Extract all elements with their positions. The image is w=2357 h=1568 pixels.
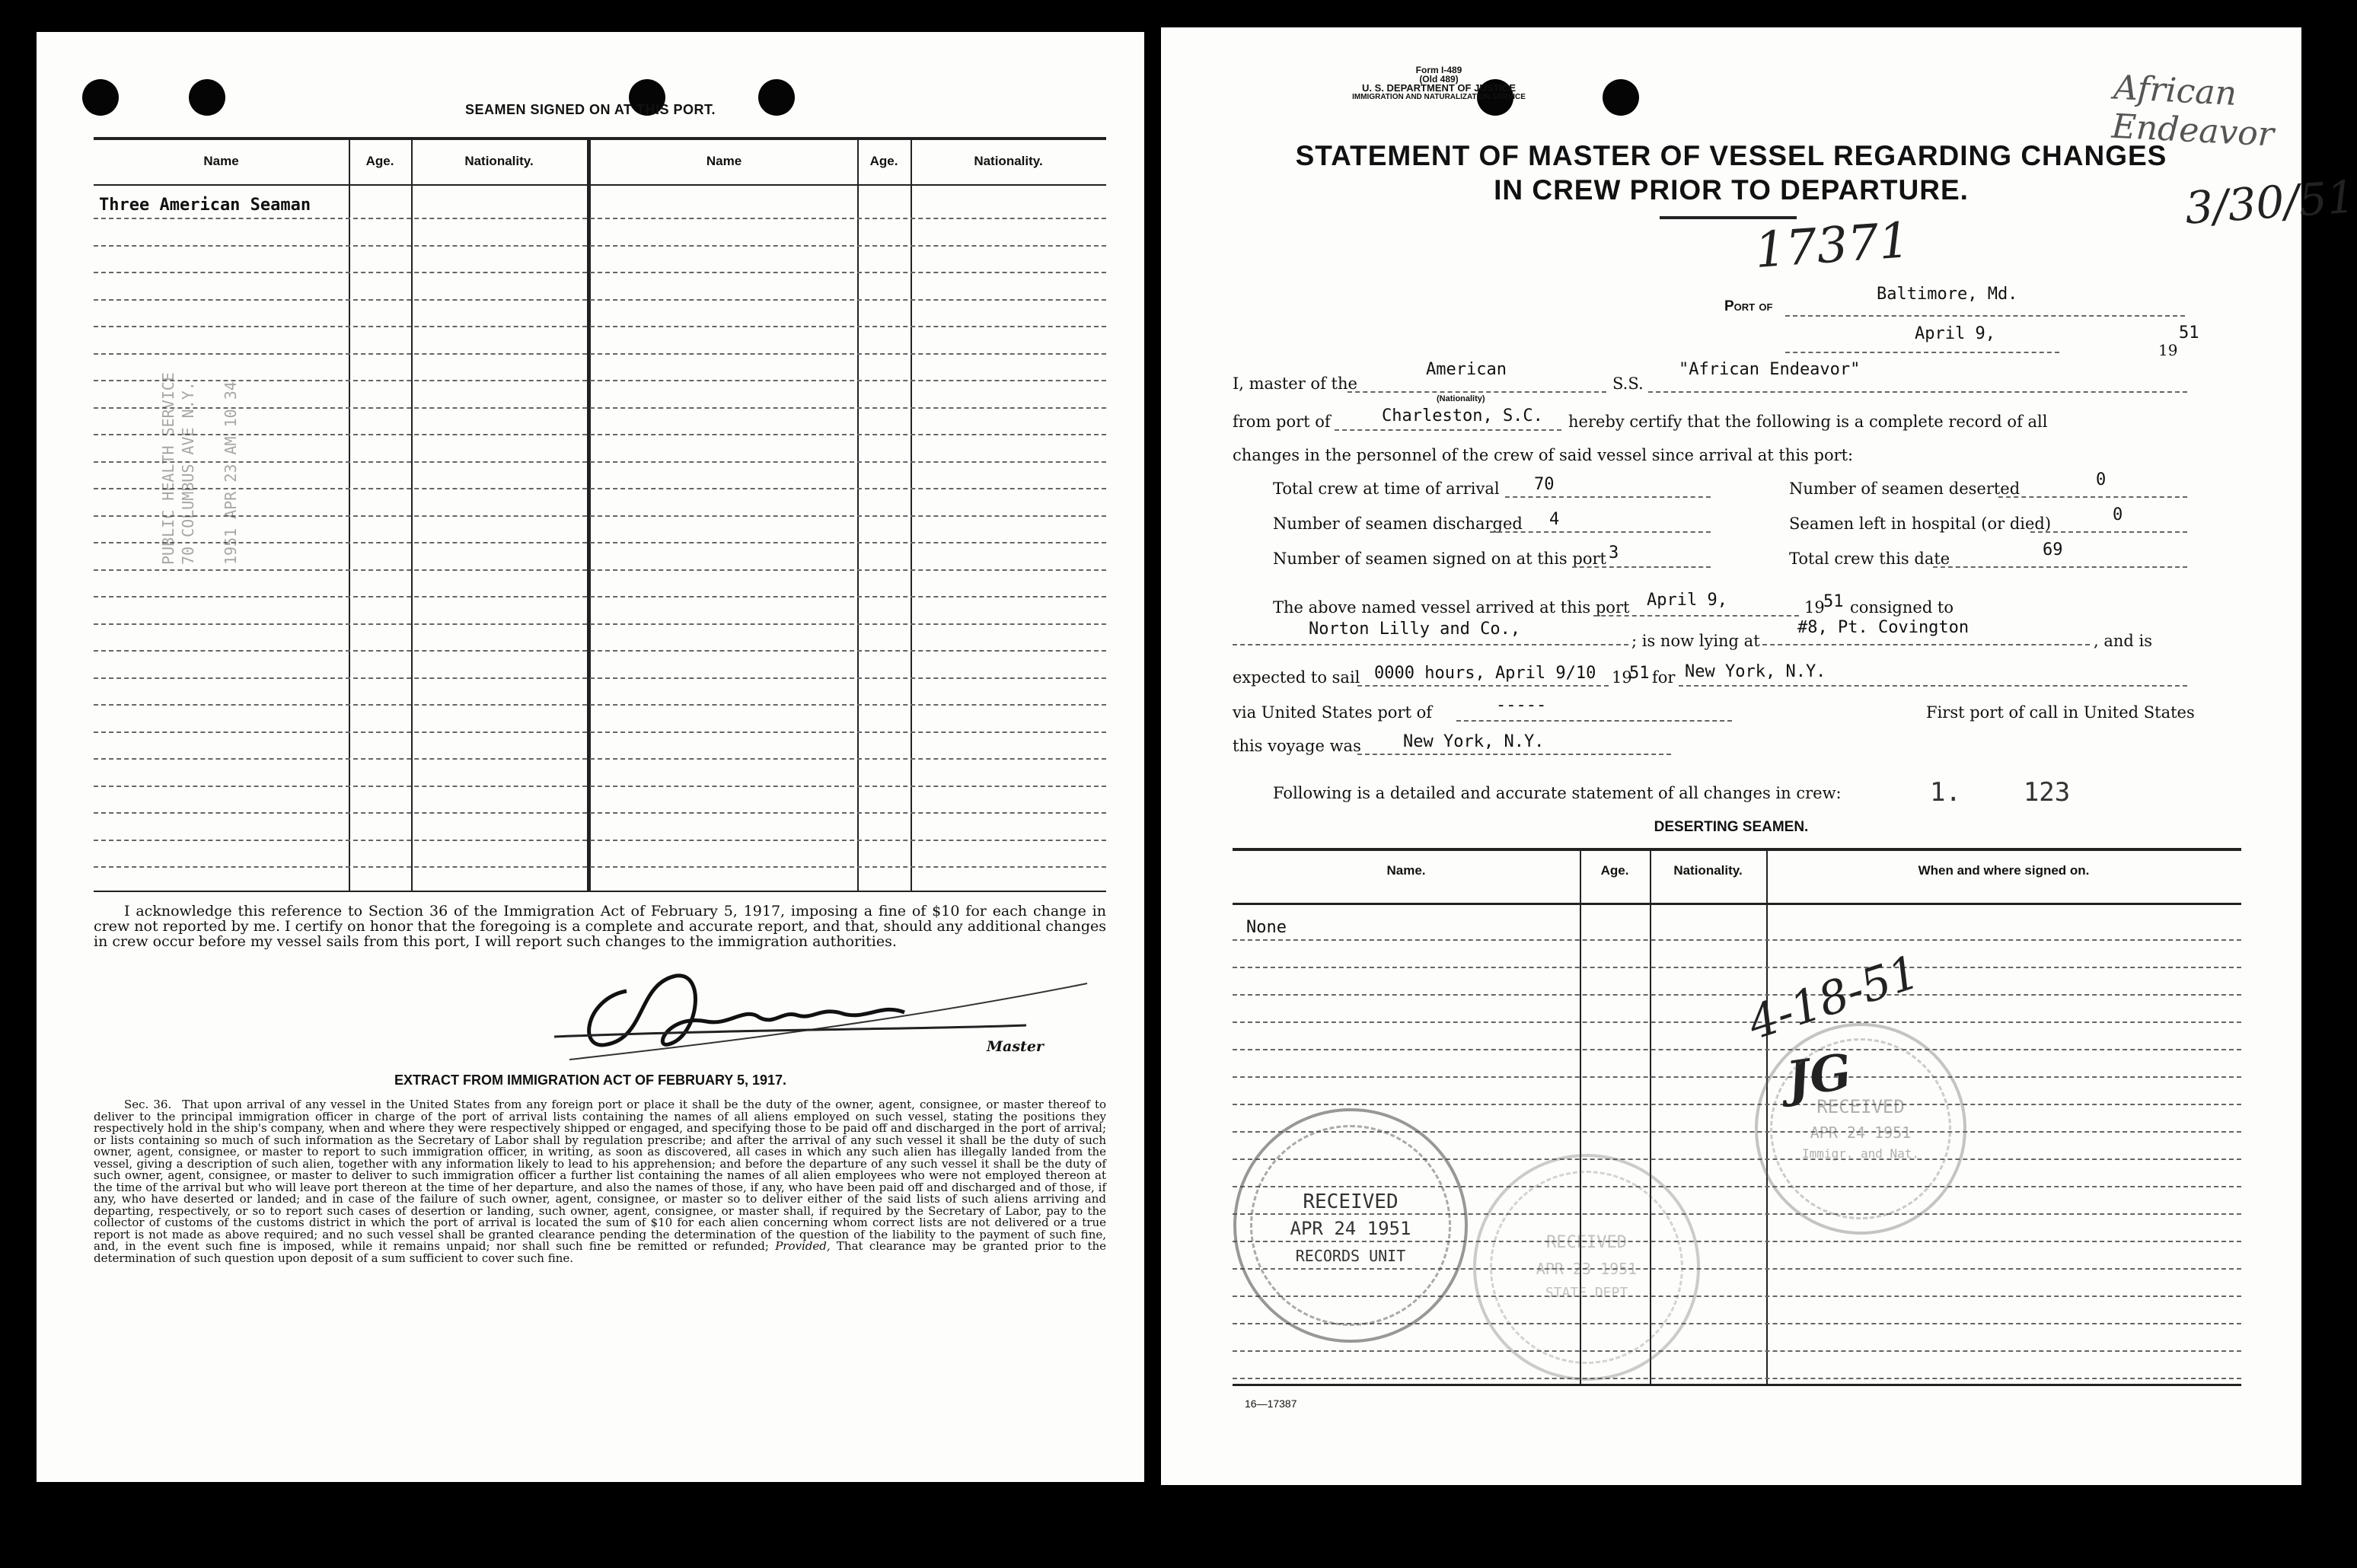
from-port-value: Charleston, S.C. bbox=[1382, 406, 1543, 425]
table-row-line bbox=[1233, 1378, 2241, 1379]
vessel-line bbox=[1648, 391, 2187, 393]
deserting-top-rule bbox=[1233, 848, 2241, 851]
via-label: via United States port of bbox=[1233, 703, 1433, 722]
arrived-year: 51 bbox=[1823, 592, 1844, 611]
deserting-header: DESERTING SEAMEN. bbox=[1654, 819, 1809, 835]
table-row-line bbox=[94, 812, 1106, 814]
received-stamp-faint: RECEIVED APR 23 1951 STATE DEPT bbox=[1473, 1154, 1700, 1381]
year-suffix: 51 bbox=[2179, 323, 2199, 343]
table-row-line bbox=[94, 488, 1106, 489]
discharged-label: Number of seamen discharged bbox=[1273, 515, 1523, 533]
hospital-line bbox=[2030, 531, 2187, 533]
master-label: Master bbox=[987, 1038, 1044, 1055]
col-name: Name. bbox=[1386, 863, 1426, 878]
form-number-block: Form I-489 (Old 489) U. S. DEPARTMENT OF JUSTICE IMMIGRATION AND NATURALIZATION SERVICE bbox=[1352, 65, 1526, 101]
table-row-line bbox=[94, 326, 1106, 327]
for-label: for bbox=[1652, 668, 1676, 687]
port-of-label: Port of bbox=[1724, 298, 1773, 314]
port-of-line bbox=[1785, 315, 2185, 317]
signed-on-header: SEAMEN SIGNED ON AT THIS PORT. bbox=[464, 102, 716, 117]
right-page bbox=[1161, 27, 2357, 1485]
table-row-line bbox=[94, 245, 1106, 247]
punch-hole bbox=[1603, 79, 1639, 116]
destination-line bbox=[1679, 685, 2187, 687]
ss-label: S.S. bbox=[1612, 374, 1644, 393]
consignee-value: Norton Lilly and Co., bbox=[1309, 620, 1521, 639]
signed-on-value: 3 bbox=[1609, 543, 1619, 563]
signed-on-line bbox=[1572, 566, 1711, 568]
master-signature bbox=[554, 953, 1102, 1075]
arrived-year-prefix: 19 bbox=[1804, 598, 1825, 617]
arrived-label: The above named vessel arrived at this port bbox=[1273, 598, 1630, 617]
table-row-line bbox=[1233, 967, 2241, 968]
sail-time-line bbox=[1357, 685, 1609, 687]
table-row-line bbox=[94, 623, 1106, 625]
deserted-line bbox=[1998, 496, 2187, 498]
left-page bbox=[37, 32, 1144, 1482]
total-today-line bbox=[1933, 566, 2187, 568]
hand-initials: JG bbox=[1783, 1043, 1855, 1109]
year-prefix: 19 bbox=[2158, 341, 2178, 359]
table-row-line bbox=[94, 596, 1106, 598]
nationality-caption: (Nationality) bbox=[1437, 394, 1485, 403]
table-row-line bbox=[94, 758, 1106, 760]
master-of-label: I, master of the bbox=[1233, 374, 1357, 393]
form-title-line2: IN CREW PRIOR TO DEPARTURE. bbox=[1494, 174, 1969, 206]
table-row-line bbox=[94, 461, 1106, 463]
table-row-line bbox=[94, 515, 1106, 517]
table-row-line bbox=[1233, 1104, 2241, 1105]
col-age: Age. bbox=[365, 154, 394, 168]
extract-title: EXTRACT FROM IMMIGRATION ACT OF FEBRUARY 5, 1917. bbox=[394, 1072, 787, 1088]
from-port-line bbox=[1335, 429, 1561, 431]
table-row-line bbox=[94, 650, 1106, 652]
table-header-rule bbox=[94, 184, 1106, 186]
sail-year-prefix: 19 bbox=[1612, 668, 1632, 687]
total-today-value: 69 bbox=[2043, 540, 2063, 559]
following-mark: 1. 123 bbox=[1930, 777, 2071, 808]
signed-on-label: Number of seamen signed on at this port bbox=[1273, 550, 1606, 568]
via-line bbox=[1456, 720, 1732, 722]
discharged-value: 4 bbox=[1549, 510, 1560, 529]
voyage-line bbox=[1357, 754, 1671, 755]
total-crew-line bbox=[1505, 496, 1711, 498]
extract-body: Sec. 36. That upon arrival of any vessel in the United States from any foreign port or place it shall be the duty of the owner, agent, consignee, or master thereof to deliver to the principal immigration officer in charge of the port of arrival lists containing the names of all aliens employed on such vessel, stating the positions they respectively hold in the ship's company, when and where they were respectively shipped or engaged, and specifying those to be paid off and discharged in the port of arrival; or lists containing so much of such information as the Secretary of Labor shall by regulation prescribe; and after the arrival of any such vessel it shall be the duty of such owner, agent, consignee, or master to report to such immigration officer, in writing, as soon as discovered, all cases in which any such alien has illegally landed from the vessel, giving a description of such alien, together with any information likely to lead to his apprehension; and before the departure of any such vessel it shall be the duty of such owner, agent, consignee, or master to deliver to such immigration officer a further list containing the names of all alien employees who were not employed thereon at the time of the arrival but who will leave port thereon at the time of her departure, and also the names of those, if any, who have been paid off and discharged and of those, if any, who have deserted or landed; and in case of the failure of such owner, agent, consignee, or master so to deliver either of the said lists of such aliens arriving and departing, respectively, or so to report such cases of desertion or landing, such owner, agent, consignee, or master shall, if required by the Secretary of Labor, pay to the collector of customs of the customs district in which the port of arrival is located the sum of $10 for each alien concerning whom correct lists are not delivered or a true report is not made as above required; and no such vessel shall be granted clearance pending the determination of the question of the liability to the payment of such fine, and, in the event such fine is imposed, while it remains unpaid; nor shall such fine be remitted or refunded; Provided, That clearance may be granted prior to the determination of such question upon deposit of a sum sufficient to cover such fine. bbox=[94, 1098, 1107, 1265]
changes-text: changes in the personnel of the crew of said vessel since arrival at this port: bbox=[1233, 446, 1854, 464]
table-row-line bbox=[94, 866, 1106, 868]
table-row-line bbox=[1233, 939, 2241, 941]
col-when-where: When and where signed on. bbox=[1918, 863, 2090, 878]
table-row-line bbox=[94, 569, 1106, 571]
table-row-line bbox=[1233, 994, 2241, 996]
title-underline bbox=[1660, 216, 1797, 219]
table-row-line bbox=[94, 218, 1106, 219]
table-row-line bbox=[94, 407, 1106, 409]
arrived-line bbox=[1593, 615, 1799, 617]
destination-value: New York, N.Y. bbox=[1685, 662, 1826, 681]
col-nationality: Nationality. bbox=[974, 154, 1043, 168]
table-row-line bbox=[94, 840, 1106, 841]
date-line bbox=[1785, 352, 2059, 353]
table-row-line bbox=[94, 677, 1106, 679]
col-name: Name bbox=[706, 154, 742, 168]
table-top-rule bbox=[94, 137, 1106, 140]
via-value: ----- bbox=[1496, 696, 1547, 715]
col-age: Age. bbox=[869, 154, 898, 168]
form-title-line1: STATEMENT OF MASTER OF VESSEL REGARDING CHANGES bbox=[1295, 140, 2167, 171]
table-bottom-rule bbox=[94, 891, 1106, 892]
table-row-line bbox=[94, 786, 1106, 787]
first-entry: Three American Seaman bbox=[99, 196, 311, 215]
table-row-line bbox=[94, 272, 1106, 273]
deserting-entry: None bbox=[1246, 918, 1287, 937]
col-age: Age. bbox=[1600, 863, 1629, 878]
consignee-line bbox=[1233, 644, 1628, 645]
col-nationality: Nationality. bbox=[464, 154, 534, 168]
deserting-header-rule bbox=[1233, 903, 2241, 905]
berth-value: #8, Pt. Covington bbox=[1797, 618, 1969, 637]
hospital-label: Seamen left in hospital (or died) bbox=[1789, 515, 2052, 533]
sail-time-value: 0000 hours, April 9/10 bbox=[1374, 664, 1596, 683]
nationality-line bbox=[1348, 391, 1606, 393]
sail-year: 51 bbox=[1629, 664, 1650, 683]
table-row-line bbox=[94, 353, 1106, 355]
following-label: Following is a detailed and accurate statement of all changes in crew: bbox=[1273, 784, 1842, 802]
hand-vessel-name: African Endeavor bbox=[2110, 68, 2276, 155]
deserted-label: Number of seamen deserted bbox=[1789, 480, 2021, 498]
date-value: April 9, bbox=[1915, 324, 1995, 343]
berth-line bbox=[1762, 644, 2090, 645]
port-of-value: Baltimore, Md. bbox=[1877, 285, 2018, 304]
side-stamp: PUBLIC HEALTH SERVICE 70 COLUMBUS AVE N.Y. 1951 APR 23 AM 10 34 bbox=[159, 372, 240, 565]
table-row-line bbox=[94, 704, 1106, 706]
received-stamp: RECEIVED APR 24 1951 RECORDS UNIT bbox=[1233, 1108, 1468, 1343]
total-crew-label: Total crew at time of arrival bbox=[1273, 480, 1500, 498]
and-is-label: , and is bbox=[2094, 632, 2153, 650]
table-row-line bbox=[94, 434, 1106, 435]
hand-annotation: 4-18-51 bbox=[1741, 945, 1926, 1051]
total-today-label: Total crew this date bbox=[1789, 550, 1950, 568]
table-row-line bbox=[94, 380, 1106, 381]
table-row-line bbox=[94, 299, 1106, 301]
expected-label: expected to sail bbox=[1233, 668, 1360, 687]
total-crew-value: 70 bbox=[1534, 475, 1555, 494]
acknowledgement-text: I acknowledge this reference to Section 36 of the Immigration Act of February 5, 1917, imposing a fine of $10 for each change in crew not reported by me. I certify on honor that the foregoing is a complete and accurate report, and that, should any additional changes in crew occur before my vessel sails from this port, I will report such changes to the immigration authorities. bbox=[94, 903, 1106, 950]
voyage-label: this voyage was bbox=[1233, 737, 1361, 755]
hospital-value: 0 bbox=[2113, 505, 2123, 524]
deserted-value: 0 bbox=[2096, 470, 2107, 489]
table-row-line bbox=[94, 731, 1106, 733]
from-port-label: from port of bbox=[1233, 413, 1331, 431]
col-name: Name bbox=[203, 154, 239, 168]
hand-number: 17371 bbox=[1753, 212, 1912, 280]
hand-date: 3/30/51 bbox=[2183, 171, 2357, 234]
col-nationality: Nationality. bbox=[1673, 863, 1743, 878]
table-row-line bbox=[94, 542, 1106, 543]
arrived-date: April 9, bbox=[1647, 591, 1727, 610]
voyage-value: New York, N.Y. bbox=[1403, 732, 1545, 751]
first-port-label: First port of call in United States bbox=[1926, 703, 2195, 722]
table-row-line bbox=[1233, 1350, 2241, 1352]
table-row-line bbox=[1233, 1021, 2241, 1023]
vessel-name: "African Endeavor" bbox=[1679, 360, 1861, 379]
deserting-bottom-rule bbox=[1233, 1384, 2241, 1386]
table-row-line bbox=[1233, 1076, 2241, 1078]
nationality-value: American bbox=[1426, 360, 1507, 379]
certify-text: hereby certify that the following is a complete record of all bbox=[1568, 413, 2048, 431]
table-row-line bbox=[1233, 1049, 2241, 1050]
consigned-label: consigned to bbox=[1850, 598, 1954, 617]
lying-label: ; is now lying at bbox=[1631, 632, 1760, 650]
discharged-line bbox=[1490, 531, 1711, 533]
footer-code: 16—17387 bbox=[1245, 1397, 1297, 1410]
received-stamp-2: RECEIVED APR 24 1951 Immigr. and Nat. bbox=[1755, 1023, 1966, 1235]
